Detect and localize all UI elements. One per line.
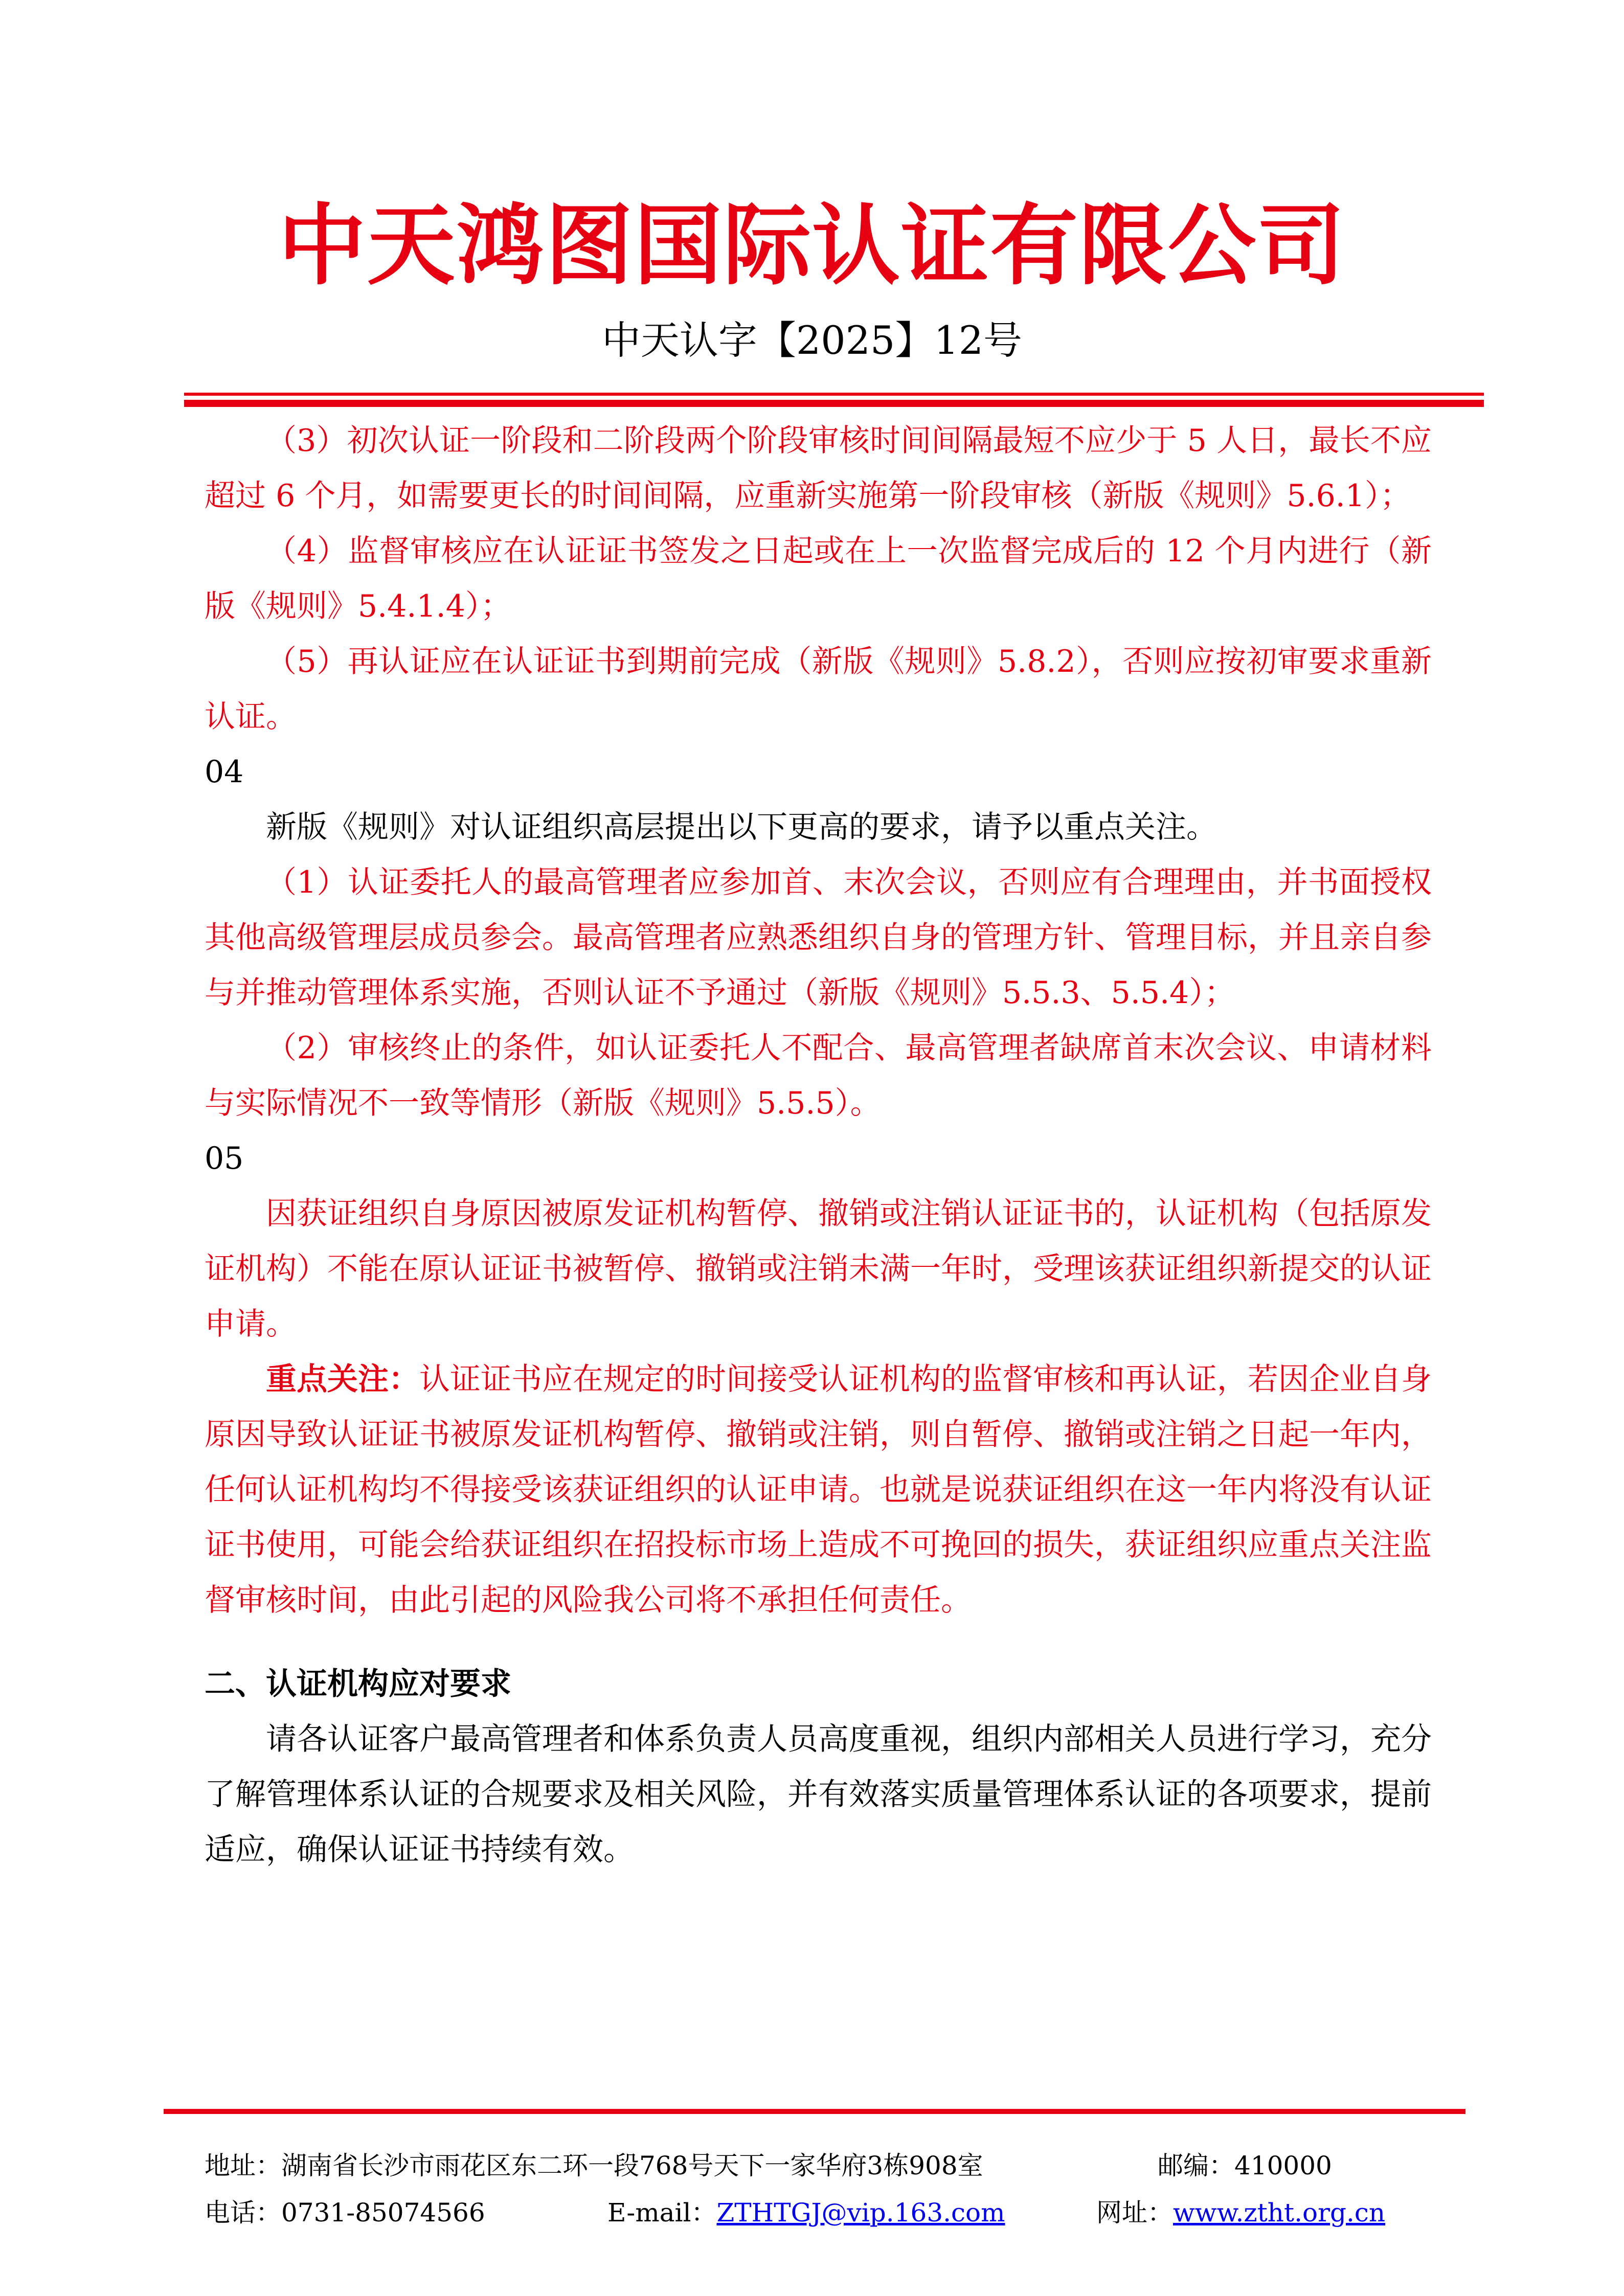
section-2-paragraph: 请各认证客户最高管理者和体系负责人员高度重视，组织内部相关人员进行学习，充分了解管理体系认证的合规要求及相关风险，并有效落实质量管理体系认证的各项要求，提前适应，确保认证证书持续有效。 [205,1721,1432,1868]
footer [205,2145,1462,2239]
key-focus-paragraph [205,1352,1432,1628]
section-04-item-2: （2）审核终止的条件，如认证委托人不配合、最高管理者缺席首末次会议、申请材料与实际情况不一致等情形（新版《规则》5.5.5）。 [205,1030,1432,1121]
document-body [205,413,1432,1877]
footer-row-1 [205,2145,1462,2192]
document-number: 中天认字【2025】12号 [601,317,1023,363]
section-heading-2: 二、认证机构应对要求 [205,1666,511,1702]
section-04-intro: 新版《规则》对认证组织高层提出以下更高的要求，请予以重点关注。 [266,809,1217,845]
header-rule-thin [184,393,1484,396]
footer-address: 地址：湖南省长沙市雨花区东二环一段768号天下一家华府3栋908室 [205,2151,983,2180]
footer-rule [164,2109,1465,2114]
section-05-paragraph: 因获证组织自身原因被原发证机构暂停、撤销或注销认证证书的，认证机构（包括原发证机构）不能在原认证证书被暂停、撤销或注销未满一年时，受理该获证组织新提交的认证申请。 [205,1196,1432,1342]
section-number-05: 05 [205,1141,244,1176]
key-focus-text: 认证证书应在规定的时间接受认证机构的监督审核和再认证，若因企业自身原因导致认证证书被原发证机构暂停、撤销或注销，则自暂停、撤销或注销之日起一年内，任何认证机构均不得接受该获证组织的认证申请。也就是说获证组织在这一年内将没有认证证书使用，可能会给获证组织在招投标市场上造成不可挽回的损失，获证组织应重点关注监督审核时间，由此引起的风险我公司将不承担任何责任。 [205,1361,1432,1618]
section-number-04: 04 [205,754,244,790]
key-focus-label: 重点关注： [266,1361,419,1397]
footer-row-2 [205,2192,1462,2239]
company-name: 中天鸿图国际认证有限公司 [278,194,1346,297]
footer-phone: 电话：0731-85074566 [205,2198,485,2227]
footer-website [1096,2192,1385,2229]
footer-email-label: E-mail： [607,2198,717,2227]
paragraph-item-4: （4）监督审核应在认证证书签发之日起或在上一次监督完成后的 12 个月内进行（新版《规则》5.4.1.4）； [205,533,1432,624]
paragraph-item-5: （5）再认证应在认证证书到期前完成（新版《规则》5.8.2），否则应按初审要求重新认证。 [205,644,1432,735]
website-link[interactable]: www.ztht.org.cn [1173,2198,1386,2227]
email-link[interactable]: ZTHTGJ@vip.163.com [716,2198,1005,2227]
footer-postcode: 邮编：410000 [1158,2151,1332,2180]
footer-email [607,2192,1005,2229]
paragraph-item-3: （3）初次认证一阶段和二阶段两个阶段审核时间间隔最短不应少于 5 人日，最长不应超过 6 个月，如需要更长的时间间隔，应重新实施第一阶段审核（新版《规则》5.6.1）； [205,423,1432,514]
footer-website-label: 网址： [1096,2198,1173,2227]
header-rule-thick [184,400,1484,407]
section-04-item-1: （1）认证委托人的最高管理者应参加首、末次会议，否则应有合理理由，并书面授权其他高级管理层成员参会。最高管理者应熟悉组织自身的管理方针、管理目标，并且亲自参与并推动管理体系实施，否则认证不予通过（新版《规则》5.5.3、5.5.4）； [205,865,1432,1011]
